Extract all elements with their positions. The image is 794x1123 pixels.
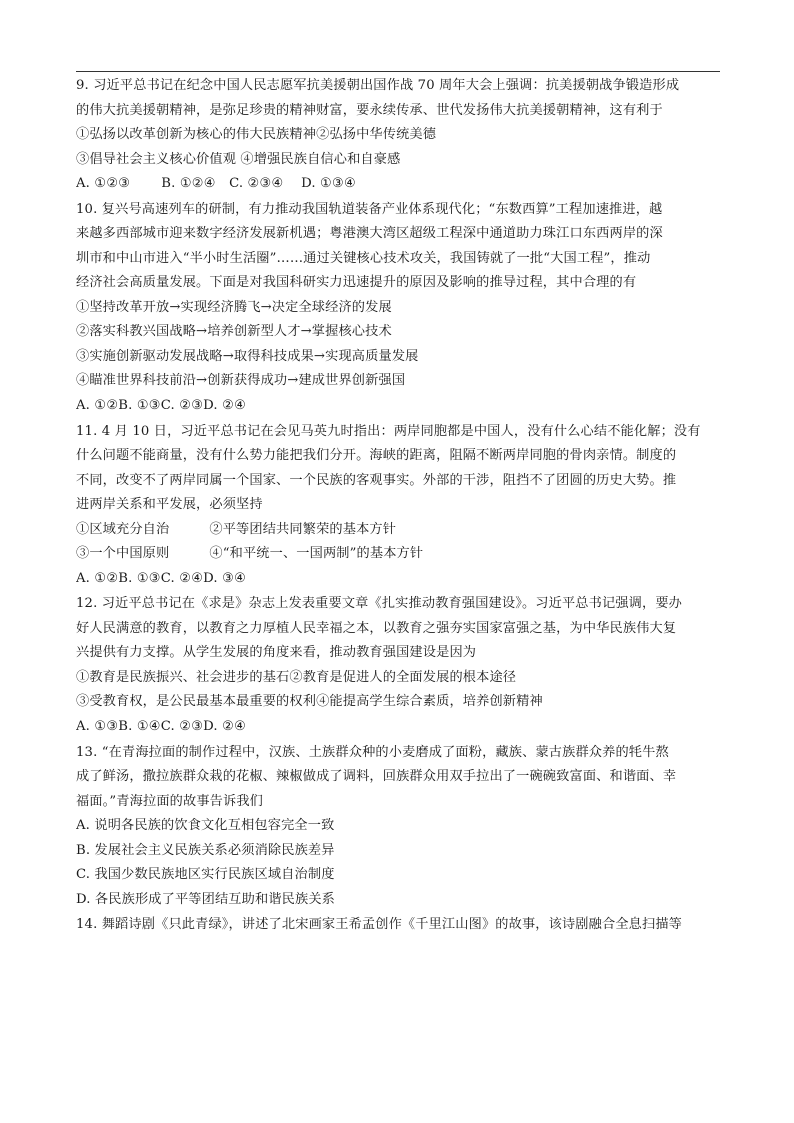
question-line: ①区域充分自治 ②平等团结共同繁荣的基本方针 [76, 521, 397, 537]
question-line: ④瞄准世界科技前沿→创新获得成功→建成世界创新强国 [76, 373, 406, 389]
question-line: A. ①②B. ①③C. ②③D. ②④ [76, 397, 247, 413]
question-line: 11. 4 月 10 日，习近平总书记在会见马英九时指出：两岸同胞都是中国人，没有什么心结不能化解；没有 [76, 423, 701, 439]
question-line: 12. 习近平总书记在《求是》杂志上发表重要文章《扎实推动教育强国建设》。习近平总书记强调，要办 [76, 596, 683, 612]
question-12 [76, 592, 722, 739]
question-line: 什么问题不能商量，没有什么势力能把我们分开。海峡的距离，阻隔不断两岸同胞的骨肉亲情。制度的 [76, 448, 677, 464]
question-9 [76, 74, 722, 197]
question-line: 14. 舞蹈诗剧《只此青绿》，讲述了北宋画家王希孟创作《千里江山图》的故事，该诗剧融合全息扫描等 [76, 917, 683, 933]
question-line: B. 发展社会主义民族关系必须消除民族差异 [76, 842, 335, 858]
question-line: 经济社会高质量发展。下面是对我国科研实力迅速提升的原因及影响的推导过程，其中合理的有 [76, 275, 637, 291]
question-13 [76, 741, 722, 913]
question-line: A. 说明各民族的饮食文化互相包容完全一致 [76, 818, 335, 834]
question-line: 成了鲜汤，撒拉族群众栽的花椒、辣椒做成了调料，回族群众用双手拉出了一碗碗致富面、和谐面、幸 [76, 769, 677, 785]
question-line: 好人民满意的教育，以教育之力厚植人民幸福之本，以教育之强夯实国家富强之基，为中华民族伟大复 [76, 620, 677, 636]
question-line: 进两岸关系和平发展，必须坚持 [76, 497, 263, 513]
question-line: ③一个中国原则 ④“和平统一、一国两制”的基本方针 [76, 546, 424, 562]
question-line: ②落实科教兴国战略→培养创新型人才→掌握核心技术 [76, 324, 392, 340]
question-line: A. ①②③ B. ①②④ C. ②③④ D. ①③④ [76, 176, 356, 191]
question-14 [76, 913, 722, 938]
question-line: A. ①②B. ①③C. ②④D. ③④ [76, 570, 247, 586]
question-line: 13. “在青海拉面的制作过程中，汉族、土族群众种的小麦磨成了面粉，藏族、蒙古族群众养的牦牛熬 [76, 744, 669, 760]
question-line: 的伟大抗美援朝精神，是弥足珍贵的精神财富，要永续传承、世代发扬伟大抗美援朝精神，这有利于 [76, 102, 663, 118]
question-10 [76, 198, 722, 419]
question-line: D. 各民族形成了平等团结互助和谐民族关系 [76, 891, 336, 907]
question-line: ③受教育权，是公民最基本最重要的权利④能提高学生综合素质，培养创新精神 [76, 694, 543, 710]
question-line: ①弘扬以改革创新为核心的伟大民族精神②弘扬中华传统美德 [76, 127, 437, 142]
question-11 [76, 420, 722, 592]
question-line: A. ①③B. ①④C. ②③D. ②④ [76, 718, 247, 734]
question-line: C. 我国少数民族地区实行民族区域自治制度 [76, 867, 335, 883]
question-list [76, 74, 722, 939]
question-line: ①坚持改革开放→实现经济腾飞→决定全球经济的发展 [76, 299, 392, 315]
question-line: 兴提供有力支撑。从学生发展的角度来看，推动教育强国建设是因为 [76, 645, 477, 661]
question-line: 福面。”青海拉面的故事告诉我们 [76, 793, 264, 809]
question-line: 10. 复兴号高速列车的研制，有力推动我国轨道装备产业体系现代化；“东数西算”工程加速推进，越 [76, 201, 663, 217]
question-line: ③倡导社会主义核心价值观 ④增强民族自信心和自豪感 [76, 151, 401, 167]
question-line: 9. 习近平总书记在纪念中国人民志愿军抗美援朝出国作战 70 周年大会上强调：抗美援朝战争锻造形成 [76, 78, 680, 93]
question-line: ①教育是民族振兴、社会进步的基石②教育是促进人的全面发展的根本途径 [76, 669, 517, 685]
question-line: 来越多西部城市迎来数字经济发展新机遇；粤港澳大湾区超级工程深中通道助力珠江口东西两岸的深 [76, 226, 663, 242]
question-line: 圳市和中山市进入“半小时生活圈”……通过关键核心技术攻关，我国铸就了一批“大国工程”，推动 [76, 250, 651, 266]
question-line: ③实施创新驱动发展战略→取得科技成果→实现高质量发展 [76, 348, 419, 364]
question-line: 不同，改变不了两岸同属一个国家、一个民族的客观事实。外部的干涉，阻挡不了团圆的历史大势。推 [76, 472, 677, 488]
header-rule [76, 71, 720, 72]
